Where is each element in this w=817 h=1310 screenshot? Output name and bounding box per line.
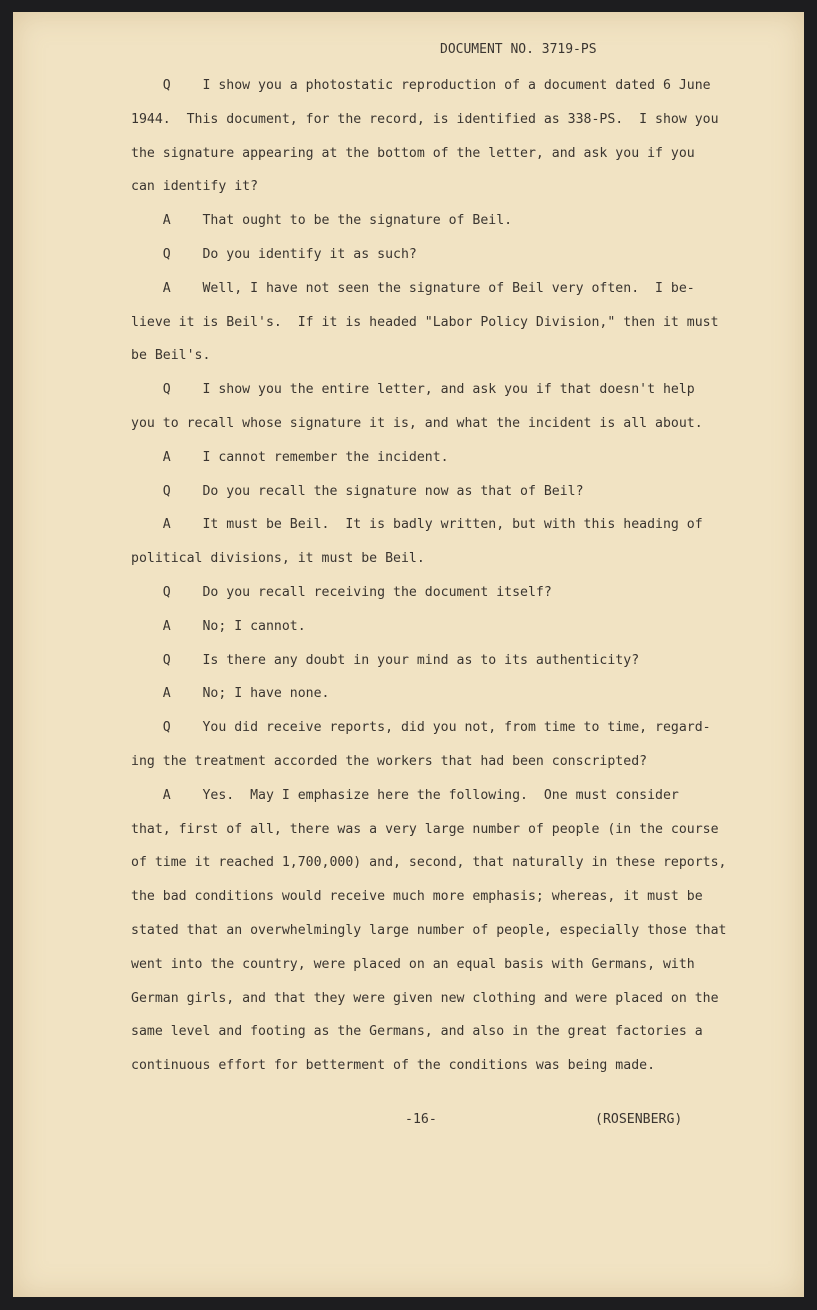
text-line: A That ought to be the signature of Beil.	[131, 213, 513, 229]
text-line: Q You did receive reports, did you not, from time to time, regard-	[131, 720, 711, 736]
text-line: A I cannot remember the incident.	[131, 449, 449, 465]
text-line: A It must be Beil. It is badly written, but with this heading of	[131, 517, 703, 533]
text-line: Q I show you a photostatic reproduction of a document dated 6 June	[131, 78, 711, 93]
text-line: went into the country, were placed on an equal basis with Germans, with	[131, 956, 695, 972]
text-line: lieve it is Beil's. If it is headed "Labor Policy Division," then it must	[131, 314, 719, 330]
text-line: A No; I cannot.	[131, 618, 306, 634]
text-line: can identify it?	[131, 179, 259, 195]
document-number-header: DOCUMENT NO. 3719-PS	[440, 42, 597, 57]
text-line: A Yes. May I emphasize here the following. One must consider	[131, 787, 679, 803]
text-line: continuous effort for betterment of the conditions was being made.	[131, 1058, 656, 1074]
text-line: same level and footing as the Germans, and also in the great factories a	[131, 1024, 703, 1040]
text-line: Q Is there any doubt in your mind as to its authenticity?	[131, 652, 640, 668]
document-body	[131, 72, 761, 1086]
text-line: ing the treatment accorded the workers that had been conscripted?	[131, 753, 648, 769]
footer-witness-name: (ROSENBERG)	[595, 1112, 683, 1127]
text-line: Q I show you the entire letter, and ask you if that doesn't help	[131, 382, 695, 398]
text-line: of time it reached 1,700,000) and, second, that naturally in these reports,	[131, 855, 727, 871]
text-line: that, first of all, there was a very large number of people (in the course	[131, 821, 719, 837]
text-line: you to recall whose signature it is, and what the incident is all about.	[131, 415, 703, 431]
page-number: -16-	[405, 1112, 437, 1127]
text-line: Q Do you recall receiving the document itself?	[131, 584, 552, 600]
text-line: German girls, and that they were given new clothing and were placed on the	[131, 990, 719, 1006]
text-line: Q Do you identify it as such?	[131, 246, 417, 262]
text-line: 1944. This document, for the record, is identified as 338-PS. I show you	[131, 111, 719, 127]
text-line: the bad conditions would receive much more emphasis; whereas, it must be	[131, 889, 703, 905]
text-line: A Well, I have not seen the signature of Beil very often. I be-	[131, 280, 695, 296]
text-line: stated that an overwhelmingly large number of people, especially those that	[131, 922, 727, 938]
text-line: political divisions, it must be Beil.	[131, 551, 425, 567]
text-line: be Beil's.	[131, 348, 211, 364]
text-line: the signature appearing at the bottom of the letter, and ask you if you	[131, 145, 695, 161]
text-line: Q Do you recall the signature now as that of Beil?	[131, 483, 584, 499]
text-line: A No; I have none.	[131, 686, 330, 702]
